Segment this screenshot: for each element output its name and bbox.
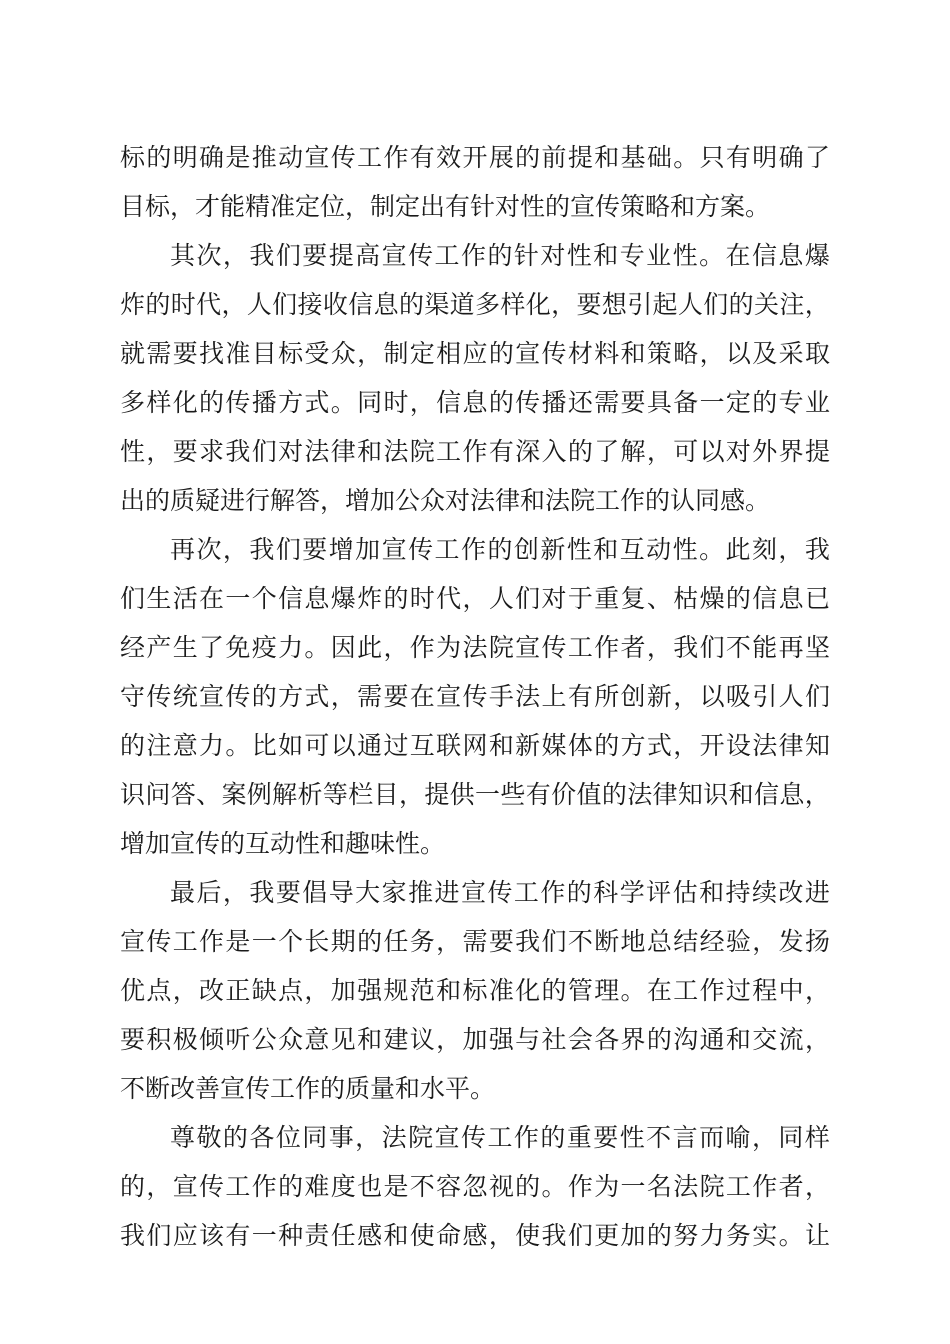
text-line: 其 次 ， 我 们 要 提 高 宣 传 工 作 的 针 对 性 和 专 业 性 。 在 信 息 爆 — [170, 241, 830, 270]
text-line: 标 的 明 确 是 推 动 宣 传 工 作 有 效 开 展 的 前 提 和 基 础 。 只 有 明 确 了 — [120, 143, 830, 172]
text-line: 出的质疑进行解答，增加公众对法律和法院工作的认同感。 — [120, 486, 771, 515]
text-line: 不断改善宣传工作的质量和水平。 — [120, 1074, 496, 1103]
text-line: 的 ， 宣 传 工 作 的 难 度 也 是 不 容 忽 视 的 。 作 为 一 名 法 院 工 作 者 ， — [120, 1172, 830, 1201]
text-line: 目标，才能精准定位，制定出有针对性的宣传策略和方案。 — [120, 192, 771, 221]
text-line: 炸 的 时 代 ， 人 们 接 收 信 息 的 渠 道 多 样 化 ， 要 想 引 起 人 们 的 关 注 ， — [120, 290, 830, 319]
document-body — [120, 133, 830, 1260]
text-line: 再 次 ， 我 们 要 增 加 宣 传 工 作 的 创 新 性 和 互 动 性 。 此 刻 ， 我 — [170, 535, 830, 564]
text-line: 尊 敬 的 各 位 同 事 ， 法 院 宣 传 工 作 的 重 要 性 不 言 而 喻 ， 同 样 — [170, 1123, 830, 1152]
text-line: 性 ， 要 求 我 们 对 法 律 和 法 院 工 作 有 深 入 的 了 解 ， 可 以 对 外 界 提 — [120, 437, 830, 466]
text-line: 的 注 意 力 。 比 如 可 以 通 过 互 联 网 和 新 媒 体 的 方 式 ， 开 设 法 律 知 — [120, 731, 830, 760]
text-line: 增加宣传的互动性和趣味性。 — [120, 829, 446, 858]
text-line: 优 点 ， 改 正 缺 点 ， 加 强 规 范 和 标 准 化 的 管 理 。 在 工 作 过 程 中 ， — [120, 976, 830, 1005]
text-line: 守 传 统 宣 传 的 方 式 ， 需 要 在 宣 传 手 法 上 有 所 创 新 ， 以 吸 引 人 们 — [120, 682, 830, 711]
text-line: 宣 传 工 作 是 一 个 长 期 的 任 务 ， 需 要 我 们 不 断 地 总 结 经 验 ， 发 扬 — [120, 927, 830, 956]
text-line: 要 积 极 倾 听 公 众 意 见 和 建 议 ， 加 强 与 社 会 各 界 的 沟 通 和 交 流 ， — [120, 1025, 830, 1054]
text-line: 们 生 活 在 一 个 信 息 爆 炸 的 时 代 ， 人 们 对 于 重 复 、 枯 燥 的 信 息 已 — [120, 584, 830, 613]
text-line: 经 产 生 了 免 疫 力 。 因 此 ， 作 为 法 院 宣 传 工 作 者 ， 我 们 不 能 再 坚 — [120, 633, 830, 662]
text-line: 多 样 化 的 传 播 方 式 。 同 时 ， 信 息 的 传 播 还 需 要 具 备 一 定 的 专 业 — [120, 388, 830, 417]
text-line: 我 们 应 该 有 一 种 责 任 感 和 使 命 感 ， 使 我 们 更 加 的 努 力 务 实 。 让 — [120, 1221, 830, 1250]
text-line: 就 需 要 找 准 目 标 受 众 ， 制 定 相 应 的 宣 传 材 料 和 策 略 ， 以 及 采 取 — [120, 339, 830, 368]
text-line: 最 后 ， 我 要 倡 导 大 家 推 进 宣 传 工 作 的 科 学 评 估 和 持 续 改 进 — [170, 878, 830, 907]
text-line: 识 问 答 、 案 例 解 析 等 栏 目 ， 提 供 一 些 有 价 值 的 法 律 知 识 和 信 息 ， — [120, 780, 830, 809]
